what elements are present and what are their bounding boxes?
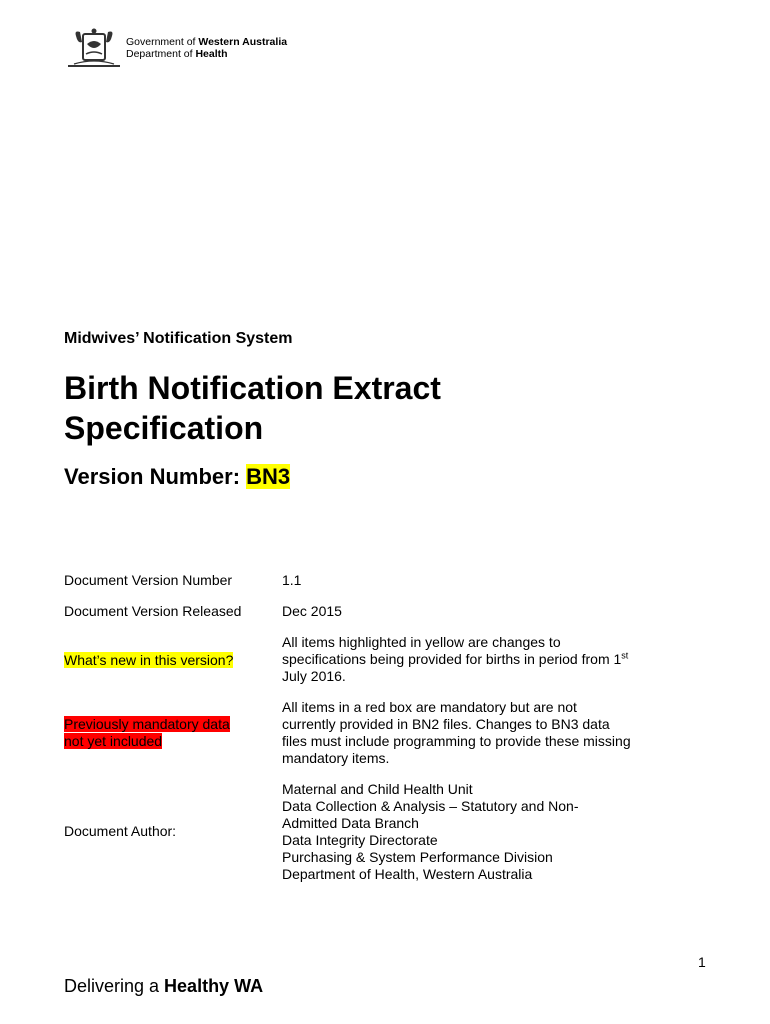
version-value: BN3 <box>246 464 291 489</box>
author-label: Document Author: <box>64 823 177 839</box>
whats-new-text: All items highlighted in yellow are changes to specifications being provided for births in period from 1st July 2016. <box>282 634 629 684</box>
released-value: Dec 2015 <box>282 603 342 619</box>
mandatory-text: All items in a red box are mandatory but are not currently provided in BN2 files. Changes to BN3 data files must include programming to provide these missing mandatory items. <box>282 699 631 766</box>
department-name: Department of Health <box>126 48 228 60</box>
whats-new-label: What’s new in this version? <box>64 652 234 668</box>
mandatory-label: Previously mandatory data not yet included <box>64 716 230 749</box>
doc-version-label: Document Version Number <box>64 572 233 588</box>
footer-tagline: Delivering a Healthy WA <box>64 976 264 996</box>
government-name: Government of Western Australia <box>126 36 288 48</box>
page-number: 1 <box>698 954 706 970</box>
system-name: Midwives’ Notification System <box>64 330 293 347</box>
released-label: Document Version Released <box>64 603 242 619</box>
version-number: Version Number: BN3 <box>64 464 291 489</box>
wa-government-crest-icon <box>66 28 122 70</box>
author-text: Maternal and Child Health Unit Data Collection & Analysis – Statutory and Non- Admitted Data Branch Data Integrity Directorate Purchasing & System Performance Division Department of Health, Western Australia <box>282 781 579 882</box>
document-title: Birth Notification Extract Specification <box>64 370 441 446</box>
doc-version-value: 1.1 <box>282 572 302 588</box>
